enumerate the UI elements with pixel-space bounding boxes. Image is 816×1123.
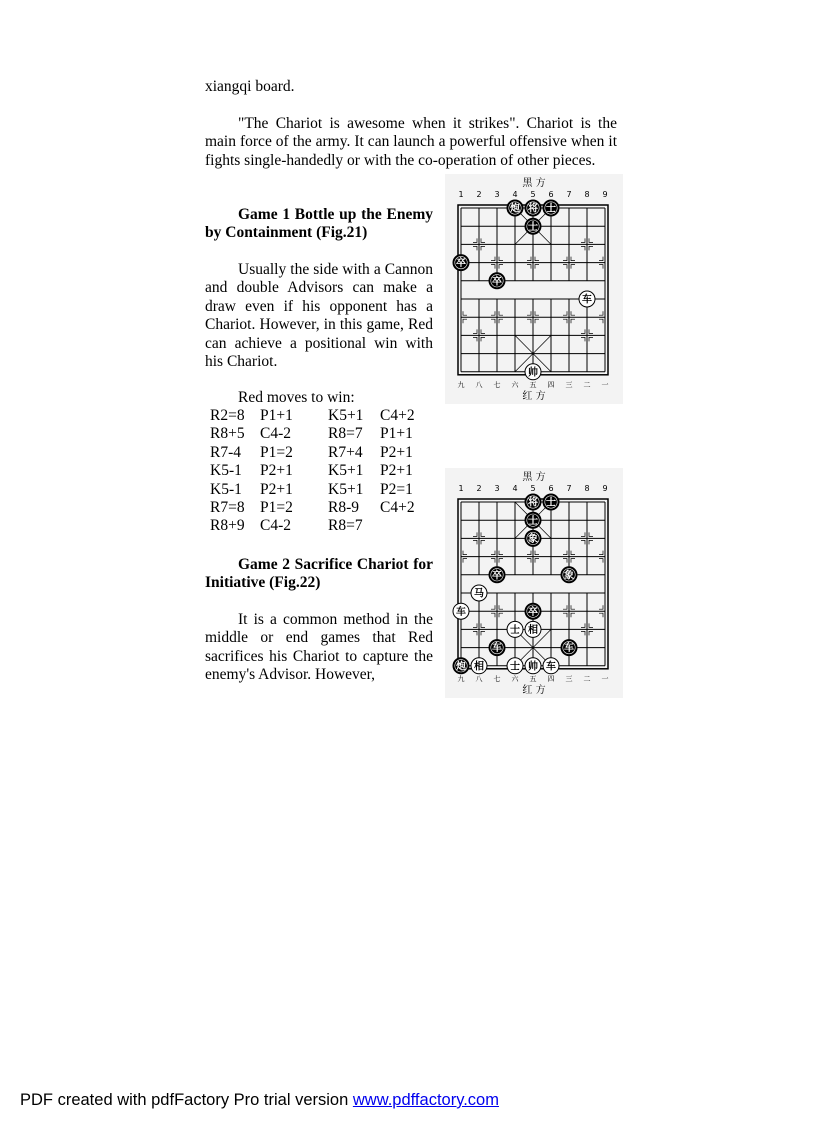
piece-label: 象 — [528, 534, 538, 545]
move-cell: C4-2 — [260, 517, 291, 535]
file-number-bottom: 四 — [547, 380, 555, 389]
file-number-bottom: 七 — [493, 674, 501, 683]
black-piece[interactable] — [525, 603, 541, 619]
file-number-top: 5 — [530, 484, 536, 493]
piece-label: 相 — [474, 661, 484, 673]
file-number-bottom: 三 — [565, 380, 573, 389]
file-number-top: 2 — [476, 190, 482, 199]
piece-label: 车 — [564, 643, 574, 655]
piece-label: 炮 — [456, 661, 466, 673]
black-piece[interactable] — [525, 218, 541, 234]
file-number-bottom: 二 — [583, 380, 591, 389]
file-number-bottom: 二 — [583, 674, 591, 683]
file-number-top: 2 — [476, 484, 482, 493]
file-number-top: 9 — [602, 190, 608, 199]
move-cell: C4-2 — [260, 425, 291, 443]
move-cell: K5+1 — [328, 462, 364, 480]
file-number-bottom: 九 — [457, 380, 465, 389]
red-piece[interactable] — [507, 621, 523, 637]
piece-label: 马 — [474, 588, 484, 600]
piece-label: 帅 — [528, 661, 538, 673]
file-number-top: 1 — [458, 484, 464, 493]
move-cell: P2+1 — [260, 480, 293, 498]
red-piece[interactable] — [471, 658, 487, 674]
piece-label: 士 — [510, 661, 520, 673]
moves-row — [210, 462, 420, 480]
black-piece[interactable] — [561, 640, 577, 656]
move-cell: P2+1 — [380, 443, 413, 461]
move-cell: P1=2 — [260, 443, 293, 461]
piece-label: 车 — [582, 294, 592, 306]
file-number-top: 6 — [548, 484, 554, 493]
black-piece[interactable] — [525, 494, 541, 510]
move-cell: P1=2 — [260, 499, 293, 517]
black-piece[interactable] — [543, 200, 559, 216]
move-cell: R2=8 — [210, 407, 245, 424]
board-figure-21 — [445, 174, 623, 404]
xiangqi-board-fig22 — [445, 468, 623, 698]
file-number-bottom: 三 — [565, 674, 573, 683]
file-number-top: 9 — [602, 484, 608, 493]
black-piece[interactable] — [489, 273, 505, 289]
moves-row — [210, 444, 420, 462]
black-piece[interactable] — [453, 658, 469, 674]
file-number-bottom: 五 — [529, 674, 537, 683]
moves-row — [210, 517, 420, 535]
move-cell: K5+1 — [328, 407, 364, 424]
piece-label: 士 — [546, 497, 556, 509]
piece-label: 将 — [528, 203, 538, 215]
move-cell: P1+1 — [260, 407, 293, 424]
red-piece[interactable] — [525, 364, 541, 380]
black-side-label: 黑 方 — [522, 178, 546, 189]
moves-row — [210, 407, 420, 425]
black-piece[interactable] — [525, 200, 541, 216]
file-number-top: 5 — [530, 190, 536, 199]
move-cell: R8+9 — [210, 517, 245, 535]
file-number-top: 8 — [584, 484, 590, 493]
move-cell: P1+1 — [380, 425, 413, 443]
move-cell: K5-1 — [210, 480, 242, 498]
move-cell: R8-9 — [328, 499, 359, 517]
file-number-top: 4 — [512, 484, 518, 493]
moves-row — [210, 425, 420, 443]
chariot-paragraph: "The Chariot is awesome when it strikes". Chariot is the main force of the army. It can launch a powerful offensive when it fights single-handedly or with the co-operation of other pieces. — [205, 115, 617, 169]
file-number-bottom: 一 — [601, 674, 609, 683]
board-figure-22 — [445, 468, 623, 698]
piece-label: 士 — [510, 625, 520, 636]
file-number-top: 3 — [494, 190, 500, 199]
piece-label: 车 — [456, 606, 466, 618]
pdffactory-link[interactable]: www.pdffactory.com — [352, 1091, 499, 1109]
move-cell: K5-1 — [210, 462, 242, 480]
black-piece[interactable] — [489, 567, 505, 583]
move-cell: P2+1 — [260, 462, 293, 480]
move-cell: P2+1 — [380, 462, 413, 480]
piece-label: 帅 — [528, 367, 538, 379]
file-number-bottom: 五 — [529, 380, 537, 389]
black-side-label: 黑 方 — [522, 472, 546, 483]
move-cell: P2=1 — [380, 480, 413, 498]
move-cell — [380, 517, 420, 535]
red-piece[interactable] — [543, 658, 559, 674]
file-number-bottom: 八 — [475, 674, 483, 683]
file-number-bottom: 六 — [511, 380, 519, 389]
footer-prefix: PDF created with pdfFactory Pro trial version — [20, 1091, 353, 1109]
piece-label: 车 — [546, 661, 556, 673]
red-side-label: 红 方 — [522, 684, 546, 696]
file-number-top: 8 — [584, 190, 590, 199]
file-number-top: 6 — [548, 190, 554, 199]
black-piece[interactable] — [489, 640, 505, 656]
piece-label: 车 — [492, 643, 502, 655]
file-number-bottom: 九 — [457, 674, 465, 683]
red-piece[interactable] — [453, 603, 469, 619]
black-piece[interactable] — [525, 512, 541, 528]
move-cell: R7=8 — [210, 499, 245, 517]
black-piece[interactable] — [507, 200, 523, 216]
move-cell: R7-4 — [210, 443, 241, 461]
red-piece[interactable] — [507, 658, 523, 674]
piece-label: 相 — [528, 625, 538, 636]
file-number-top: 3 — [494, 484, 500, 493]
move-cell: R8+5 — [210, 425, 245, 443]
piece-label: 士 — [528, 515, 538, 527]
pdf-footer — [20, 1091, 499, 1110]
black-piece[interactable] — [543, 494, 559, 510]
file-number-top: 4 — [512, 190, 518, 199]
game1-heading: Game 1 Bottle up the Enemy by Containment (Fig.21) — [205, 206, 433, 242]
black-piece[interactable] — [453, 255, 469, 271]
file-number-top: 1 — [458, 190, 464, 199]
piece-label: 卒 — [528, 606, 538, 618]
intro-line: xiangqi board. — [205, 78, 295, 95]
move-cell: C4+2 — [380, 407, 415, 424]
move-cell: R8=7 — [328, 517, 363, 535]
file-number-top: 7 — [566, 484, 572, 493]
red-side-label: 红 方 — [522, 390, 546, 402]
move-cell: K5+1 — [328, 480, 364, 498]
piece-label: 炮 — [510, 203, 520, 215]
piece-label: 卒 — [456, 258, 466, 270]
move-cell: C4+2 — [380, 499, 415, 517]
game2-heading: Game 2 Sacrifice Chariot for Initiative (Fig.22) — [205, 556, 433, 592]
move-cell: R8=7 — [328, 425, 363, 443]
file-number-bottom: 六 — [511, 674, 519, 683]
red-piece[interactable] — [471, 585, 487, 601]
black-piece[interactable] — [525, 530, 541, 546]
black-piece[interactable] — [561, 567, 577, 583]
piece-label: 将 — [528, 497, 538, 509]
red-piece[interactable] — [525, 658, 541, 674]
moves-table — [210, 407, 420, 536]
file-number-top: 7 — [566, 190, 572, 199]
piece-label: 象 — [564, 570, 574, 582]
xiangqi-board-fig21 — [445, 174, 623, 404]
red-piece[interactable] — [579, 291, 595, 307]
piece-label: 士 — [528, 221, 538, 233]
piece-label: 士 — [546, 203, 556, 215]
moves-row — [210, 481, 420, 499]
file-number-bottom: 一 — [601, 380, 609, 389]
piece-label: 卒 — [492, 276, 502, 288]
moves-intro: Red moves to win: — [238, 389, 355, 406]
red-piece[interactable] — [525, 621, 541, 637]
game2-paragraph: It is a common method in the middle or end games that Red sacrifices his Chariot to capture the enemy's Advisor. However, — [205, 611, 433, 684]
file-number-bottom: 四 — [547, 674, 555, 683]
move-cell: R7+4 — [328, 443, 363, 461]
file-number-bottom: 八 — [475, 380, 483, 389]
moves-row — [210, 499, 420, 517]
piece-label: 卒 — [492, 570, 502, 582]
file-number-bottom: 七 — [493, 380, 501, 389]
game1-paragraph: Usually the side with a Cannon and double Advisors can make a draw even if his opponent has a Chariot. However, in this game, Red can achieve a positional win with his Chariot. — [205, 261, 433, 371]
